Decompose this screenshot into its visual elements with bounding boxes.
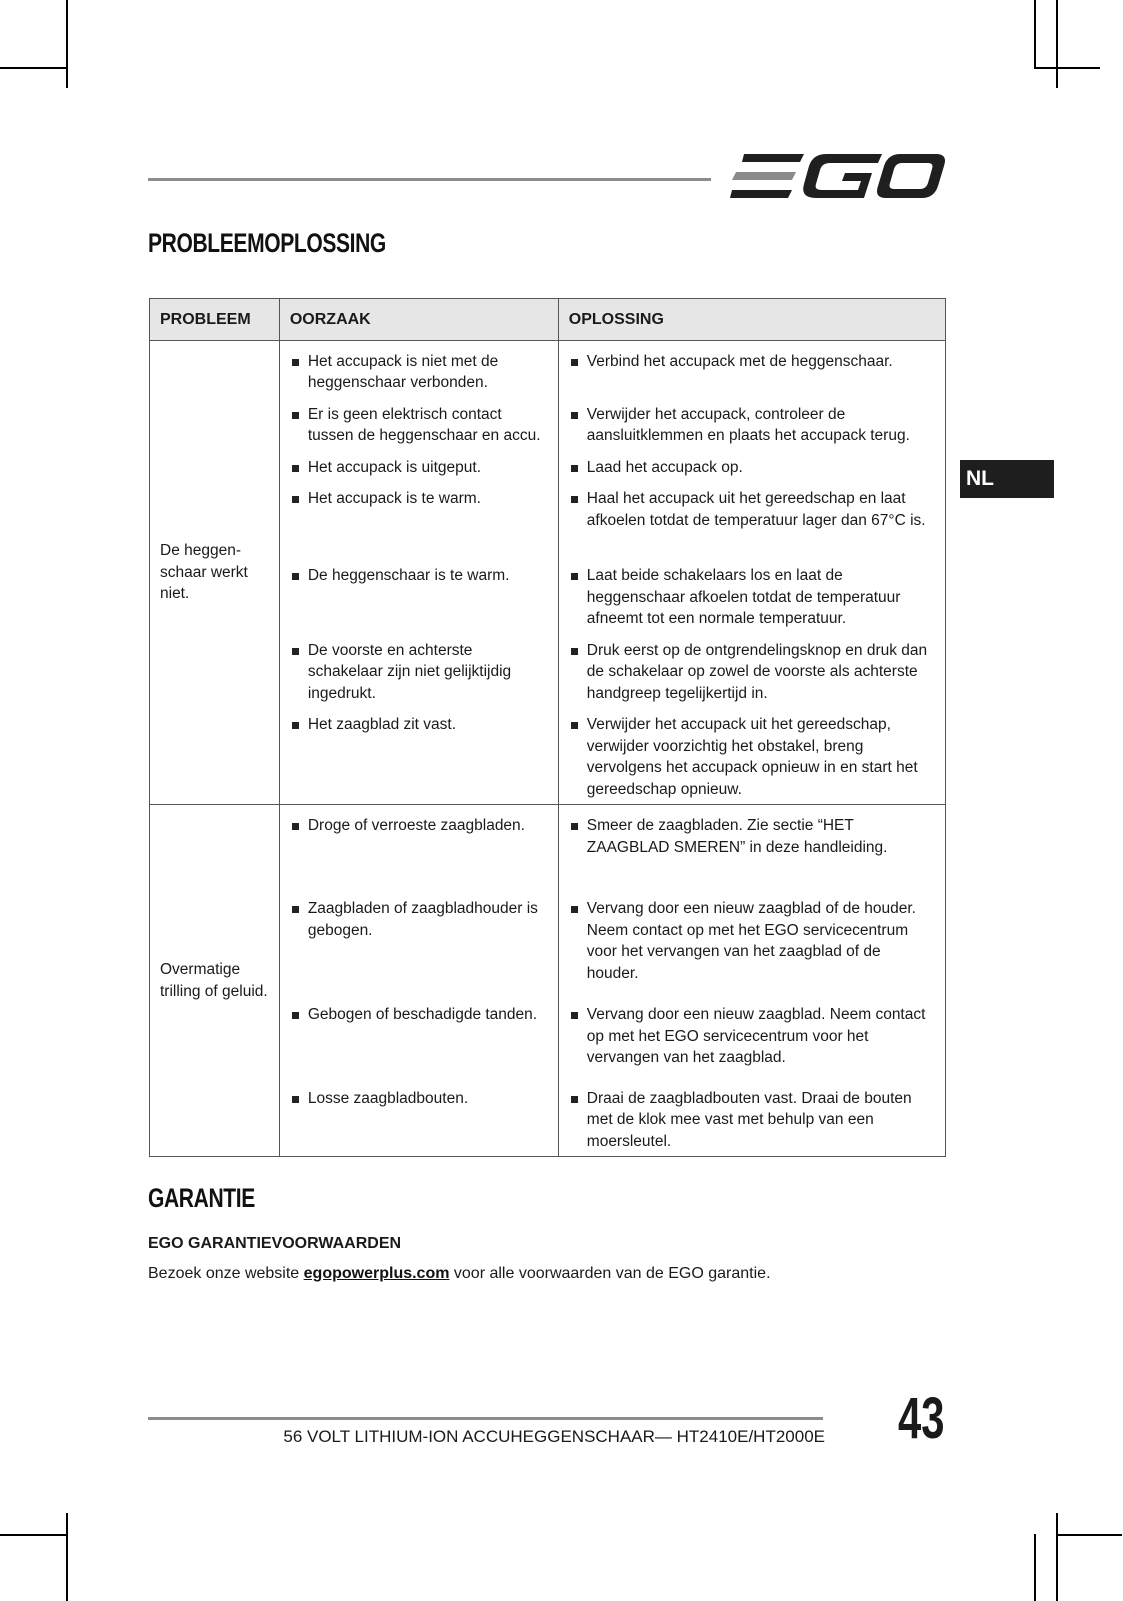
crop-mark bbox=[66, 1513, 68, 1601]
cause-text: Zaagbladen of zaagbladhouder is gebogen. bbox=[290, 898, 548, 941]
solution-cell bbox=[558, 457, 945, 489]
solution-cell bbox=[558, 898, 945, 1004]
header-oplossing: OPLOSSING bbox=[558, 299, 945, 341]
solution-cell bbox=[558, 1088, 945, 1157]
solution-text: Verwijder het accupack, controleer de aansluitklemmen en plaats het accupack terug. bbox=[569, 404, 935, 447]
problem-text: De heggen- schaar werkt niet. bbox=[160, 542, 248, 602]
solution-text: Laat beide schakelaars los en laat de heggenschaar afkoelen totdat de temperatuur afneemt tot een normale temperatuur. bbox=[569, 565, 935, 630]
page-title: PROBLEEMOPLOSSING bbox=[148, 228, 386, 258]
problem-text: Overmatige trilling of geluid. bbox=[160, 961, 268, 1000]
header-oorzaak: OORZAAK bbox=[279, 299, 558, 341]
cause-text: Er is geen elektrisch contact tussen de heggenschaar en accu. bbox=[290, 404, 548, 447]
solution-text: Vervang door een nieuw zaagblad of de houder. Neem contact op met het EGO servicecentrum voor het vervangen van het zaagblad of de houder. bbox=[569, 898, 935, 984]
header-rule bbox=[148, 178, 711, 181]
solution-cell bbox=[558, 488, 945, 565]
solution-text: Verbind het accupack met de heggenschaar. bbox=[569, 351, 935, 373]
warranty-text bbox=[148, 1265, 771, 1283]
solution-cell bbox=[558, 565, 945, 640]
troubleshooting-table bbox=[149, 298, 946, 1157]
cause-text: Droge of verroeste zaagbladen. bbox=[290, 815, 548, 837]
cause-text: Het accupack is niet met de heggenschaar verbonden. bbox=[290, 351, 548, 394]
problem-cell bbox=[150, 340, 280, 805]
cause-text: Losse zaagbladbouten. bbox=[290, 1088, 548, 1110]
cause-text: De heggenschaar is te warm. bbox=[290, 565, 548, 587]
warranty-link[interactable]: egopowerplus.com bbox=[303, 1265, 450, 1282]
crop-mark bbox=[1056, 1513, 1058, 1601]
crop-mark bbox=[1056, 1534, 1122, 1536]
solution-text: Haal het accupack uit het gereedschap en laat afkoelen totdat de temperatuur lager dan 67°C is. bbox=[569, 488, 935, 531]
warranty-title: GARANTIE bbox=[148, 1183, 255, 1213]
solution-text: Vervang door een nieuw zaagblad. Neem contact op met het EGO servicecentrum voor het vervangen van het zaagblad. bbox=[569, 1004, 935, 1069]
cause-cell bbox=[279, 805, 558, 899]
solution-text: Verwijder het accupack uit het gereedschap, verwijder voorzichtig het obstakel, breng vervolgens het accupack opnieuw in en start het gereedschap opnieuw. bbox=[569, 714, 935, 800]
solution-text: Draai de zaagbladbouten vast. Draai de bouten met de klok mee vast met behulp van een moersleutel. bbox=[569, 1088, 935, 1153]
solution-text: Smeer de zaagbladen. Zie sectie “HET ZAAGBLAD SMEREN” in deze handleiding. bbox=[569, 815, 935, 858]
page-number: 43 bbox=[898, 1386, 945, 1451]
table-row bbox=[150, 340, 946, 404]
cause-cell bbox=[279, 565, 558, 640]
table-row bbox=[150, 805, 946, 899]
warranty-text-before: Bezoek onze website bbox=[148, 1265, 304, 1282]
crop-mark bbox=[1034, 67, 1100, 69]
cause-text: De voorste en achterste schakelaar zijn niet gelijktijdig ingedrukt. bbox=[290, 640, 548, 705]
cause-cell bbox=[279, 714, 558, 805]
cause-cell bbox=[279, 640, 558, 715]
ego-logo bbox=[730, 152, 945, 202]
solution-cell bbox=[558, 714, 945, 805]
cause-cell bbox=[279, 404, 558, 457]
cause-cell bbox=[279, 457, 558, 489]
cause-text: Het accupack is te warm. bbox=[290, 488, 548, 510]
warranty-subtitle: EGO GARANTIEVOORWAARDEN bbox=[148, 1235, 402, 1252]
solution-cell bbox=[558, 1004, 945, 1088]
crop-mark bbox=[1034, 1534, 1036, 1601]
solution-text: Laad het accupack op. bbox=[569, 457, 935, 479]
problem-cell bbox=[150, 805, 280, 1157]
cause-cell bbox=[279, 488, 558, 565]
table-header-row bbox=[150, 299, 946, 341]
footer-text: 56 VOLT LITHIUM-ION ACCUHEGGENSCHAAR— HT2410E/HT2000E bbox=[283, 1427, 825, 1446]
cause-cell bbox=[279, 1004, 558, 1088]
solution-cell bbox=[558, 805, 945, 899]
crop-mark bbox=[66, 0, 68, 88]
solution-cell bbox=[558, 340, 945, 404]
footer-rule bbox=[148, 1417, 823, 1420]
cause-text: Gebogen of beschadigde tanden. bbox=[290, 1004, 548, 1026]
cause-cell bbox=[279, 898, 558, 1004]
solution-cell bbox=[558, 640, 945, 715]
crop-mark bbox=[0, 1534, 68, 1536]
cause-text: Het zaagblad zit vast. bbox=[290, 714, 548, 736]
cause-text: Het accupack is uitgeput. bbox=[290, 457, 548, 479]
cause-cell bbox=[279, 340, 558, 404]
warranty-text-after: voor alle voorwaarden van de EGO garantie. bbox=[449, 1265, 771, 1282]
crop-mark bbox=[1056, 0, 1058, 88]
header-probleem: PROBLEEM bbox=[150, 299, 280, 341]
crop-mark bbox=[0, 67, 68, 69]
language-tab: NL bbox=[960, 460, 1054, 498]
solution-text: Druk eerst op de ontgrendelingsknop en druk dan de schakelaar op zowel de voorste als achterste handgreep tegelijkertijd in. bbox=[569, 640, 935, 705]
cause-cell bbox=[279, 1088, 558, 1157]
crop-mark bbox=[1034, 0, 1036, 68]
solution-cell bbox=[558, 404, 945, 457]
